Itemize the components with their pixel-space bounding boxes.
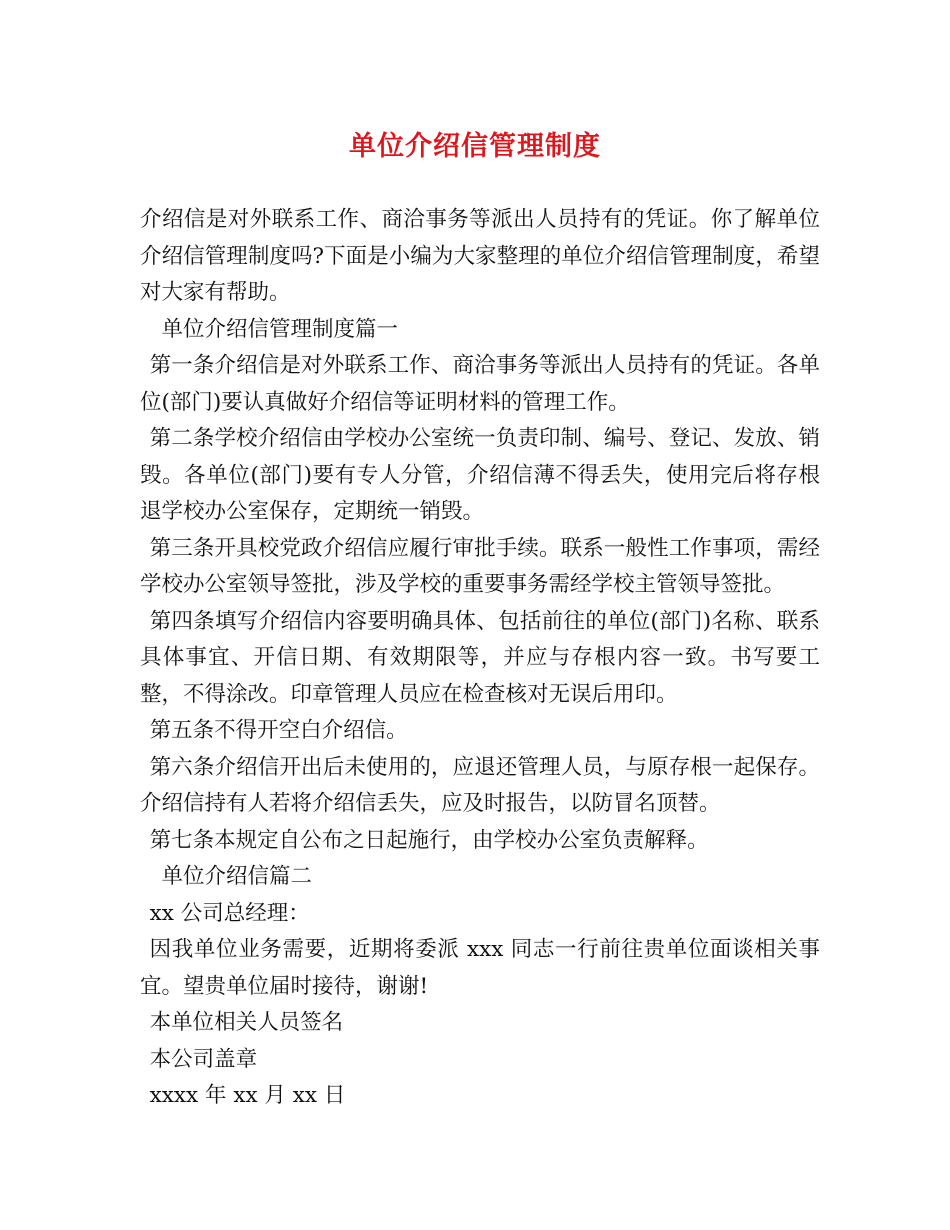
document-body (140, 202, 820, 1115)
section-heading-1: 单位介绍信管理制度篇一 (161, 316, 399, 342)
article-7: 第七条本规定自公布之日起施行，由学校办公室负责解释。 (149, 827, 709, 853)
intro-paragraph: 介绍信是对外联系工作、商洽事务等派出人员持有的凭证。你了解单位介绍信管理制度吗?下面是小编为大家整理的单位介绍信管理制度，希望对大家有帮助。 (140, 207, 820, 305)
letter-seal: 本公司盖章 (149, 1046, 258, 1072)
article-1: 第一条介绍信是对外联系工作、商洽事务等派出人员持有的凭证。各单位(部门)要认真做好介绍信等证明材料的管理工作。 (140, 353, 820, 415)
article-3: 第三条开具校党政介绍信应履行审批手续。联系一般性工作事项，需经学校办公室领导签批，涉及学校的重要事务需经学校主管领导签批。 (140, 535, 820, 597)
letter-salutation: xx 公司总经理： (149, 900, 310, 926)
letter-signature: 本单位相关人员签名 (149, 1010, 344, 1035)
section-heading-2: 单位介绍信篇二 (161, 864, 313, 889)
article-4: 第四条填写介绍信内容要明确具体、包括前往的单位(部门)名称、联系具体事宜、开信日期、有效期限等，并应与存根内容一致。书写要工整，不得涂改。印章管理人员应在检查核对无误后用印。 (140, 608, 820, 707)
article-2: 第二条学校介绍信由学校办公室统一负责印制、编号、登记、发放、销毁。各单位(部门)要有专人分管，介绍信薄不得丢失，使用完后将存根退学校办公室保存，定期统一销毁。 (140, 426, 820, 524)
article-6: 第六条介绍信开出后未使用的，应退还管理人员，与原存根一起保存。介绍信持有人若将介绍信丢失，应及时报告，以防冒名顶替。 (140, 754, 820, 816)
article-5: 第五条不得开空白介绍信。 (149, 718, 408, 743)
letter-body: 因我单位业务需要，近期将委派 xxx 同志一行前往贵单位面谈相关事宜。望贵单位届时接待，谢谢! (140, 937, 820, 999)
letter-date: xxxx 年 xx 月 xx 日 (149, 1083, 346, 1108)
document-title: 单位介绍信管理制度 (349, 131, 601, 162)
